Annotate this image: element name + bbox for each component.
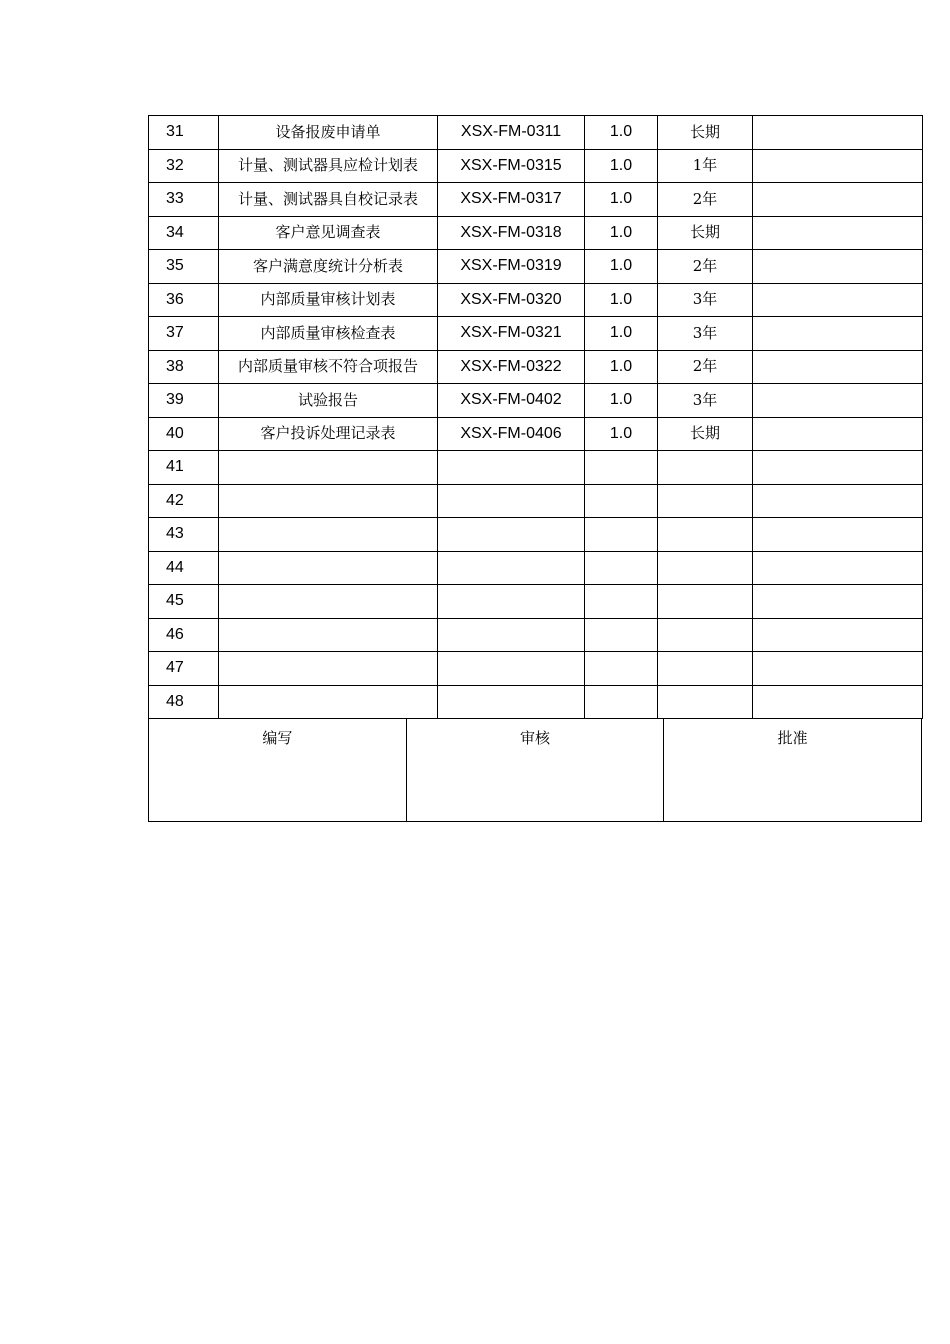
retention-period-cell [658, 551, 753, 585]
form-code-cell: XSX-FM-0321 [438, 317, 585, 351]
remark-cell [753, 685, 923, 719]
table-row [149, 384, 923, 418]
form-name-cell [219, 451, 438, 485]
row-number-cell: 38 [149, 350, 219, 384]
retention-period-cell [658, 484, 753, 518]
row-number-cell: 45 [149, 585, 219, 619]
form-name-cell: 内部质量审核检查表 [219, 317, 438, 351]
retention-period-cell [658, 518, 753, 552]
row-number-cell: 42 [149, 484, 219, 518]
form-name-cell [219, 585, 438, 619]
form-code-cell [438, 484, 585, 518]
retention-period-cell [658, 585, 753, 619]
approved-by-label: 批准 [777, 729, 808, 747]
remark-cell [753, 551, 923, 585]
form-code-cell: XSX-FM-0320 [438, 283, 585, 317]
form-code-cell: XSX-FM-0318 [438, 216, 585, 250]
row-number-cell: 47 [149, 652, 219, 686]
remark-cell [753, 283, 923, 317]
signature-row [149, 719, 922, 822]
table-row [149, 484, 923, 518]
approved-by-cell [664, 719, 922, 822]
form-name-cell [219, 551, 438, 585]
form-code-cell: XSX-FM-0406 [438, 417, 585, 451]
remark-cell [753, 451, 923, 485]
signature-table [148, 718, 922, 822]
form-name-cell: 客户投诉处理记录表 [219, 417, 438, 451]
remark-cell [753, 618, 923, 652]
row-number-cell: 36 [149, 283, 219, 317]
row-number-cell: 34 [149, 216, 219, 250]
version-cell [585, 518, 658, 552]
retention-period-cell: 长期 [658, 216, 753, 250]
retention-period-cell: 2年 [658, 250, 753, 284]
retention-period-cell: 3年 [658, 283, 753, 317]
table-row [149, 216, 923, 250]
form-code-cell: XSX-FM-0322 [438, 350, 585, 384]
table-row [149, 116, 923, 150]
form-code-cell [438, 451, 585, 485]
table-row [149, 417, 923, 451]
reviewed-by-label: 审核 [519, 729, 550, 747]
form-name-cell [219, 652, 438, 686]
form-code-cell [438, 551, 585, 585]
table-row [149, 585, 923, 619]
records-table-body [149, 116, 923, 719]
form-code-cell [438, 618, 585, 652]
retention-period-cell [658, 618, 753, 652]
remark-cell [753, 384, 923, 418]
version-cell [585, 551, 658, 585]
form-name-cell [219, 484, 438, 518]
version-cell [585, 451, 658, 485]
retention-period-cell: 3年 [658, 317, 753, 351]
retention-period-cell: 长期 [658, 116, 753, 150]
version-cell: 1.0 [585, 183, 658, 217]
table-row [149, 183, 923, 217]
row-number-cell: 41 [149, 451, 219, 485]
row-number-cell: 35 [149, 250, 219, 284]
form-name-cell: 客户满意度统计分析表 [219, 250, 438, 284]
form-code-cell [438, 652, 585, 686]
remark-cell [753, 183, 923, 217]
row-number-cell: 37 [149, 317, 219, 351]
retention-period-cell: 1年 [658, 149, 753, 183]
retention-period-cell [658, 652, 753, 686]
form-name-cell: 客户意见调查表 [219, 216, 438, 250]
form-name-cell: 计量、测试器具应检计划表 [219, 149, 438, 183]
version-cell: 1.0 [585, 384, 658, 418]
form-name-cell: 设备报废申请单 [219, 116, 438, 150]
table-row [149, 250, 923, 284]
prepared-by-cell [149, 719, 407, 822]
version-cell: 1.0 [585, 417, 658, 451]
row-number-cell: 32 [149, 149, 219, 183]
retention-period-cell: 2年 [658, 183, 753, 217]
form-name-cell: 内部质量审核不符合项报告 [219, 350, 438, 384]
table-row [149, 685, 923, 719]
form-code-cell [438, 685, 585, 719]
records-table [148, 115, 923, 719]
version-cell [585, 585, 658, 619]
table-row [149, 518, 923, 552]
retention-period-cell: 长期 [658, 417, 753, 451]
form-name-cell [219, 685, 438, 719]
table-row [149, 451, 923, 485]
form-code-cell: XSX-FM-0402 [438, 384, 585, 418]
table-row [149, 618, 923, 652]
row-number-cell: 33 [149, 183, 219, 217]
remark-cell [753, 518, 923, 552]
row-number-cell: 40 [149, 417, 219, 451]
prepared-by-label: 编写 [262, 729, 293, 747]
remark-cell [753, 585, 923, 619]
reviewed-by-cell [406, 719, 664, 822]
retention-period-cell: 2年 [658, 350, 753, 384]
row-number-cell: 44 [149, 551, 219, 585]
remark-cell [753, 652, 923, 686]
version-cell [585, 652, 658, 686]
form-code-cell [438, 585, 585, 619]
form-code-cell [438, 518, 585, 552]
form-code-cell: XSX-FM-0317 [438, 183, 585, 217]
version-cell: 1.0 [585, 216, 658, 250]
remark-cell [753, 484, 923, 518]
form-name-cell: 试验报告 [219, 384, 438, 418]
version-cell: 1.0 [585, 116, 658, 150]
form-name-cell: 计量、测试器具自校记录表 [219, 183, 438, 217]
form-code-cell: XSX-FM-0319 [438, 250, 585, 284]
row-number-cell: 39 [149, 384, 219, 418]
version-cell: 1.0 [585, 350, 658, 384]
row-number-cell: 31 [149, 116, 219, 150]
version-cell: 1.0 [585, 149, 658, 183]
version-cell: 1.0 [585, 250, 658, 284]
row-number-cell: 43 [149, 518, 219, 552]
form-code-cell: XSX-FM-0311 [438, 116, 585, 150]
version-cell: 1.0 [585, 283, 658, 317]
retention-period-cell: 3年 [658, 384, 753, 418]
row-number-cell: 48 [149, 685, 219, 719]
form-code-cell: XSX-FM-0315 [438, 149, 585, 183]
retention-period-cell [658, 451, 753, 485]
table-row [149, 317, 923, 351]
remark-cell [753, 417, 923, 451]
remark-cell [753, 250, 923, 284]
table-row [149, 551, 923, 585]
remark-cell [753, 116, 923, 150]
retention-period-cell [658, 685, 753, 719]
remark-cell [753, 216, 923, 250]
table-row [149, 350, 923, 384]
remark-cell [753, 317, 923, 351]
table-row [149, 149, 923, 183]
version-cell [585, 685, 658, 719]
table-row [149, 283, 923, 317]
row-number-cell: 46 [149, 618, 219, 652]
version-cell [585, 484, 658, 518]
version-cell [585, 618, 658, 652]
form-name-cell: 内部质量审核计划表 [219, 283, 438, 317]
remark-cell [753, 149, 923, 183]
version-cell: 1.0 [585, 317, 658, 351]
form-name-cell [219, 618, 438, 652]
form-name-cell [219, 518, 438, 552]
table-row [149, 652, 923, 686]
remark-cell [753, 350, 923, 384]
